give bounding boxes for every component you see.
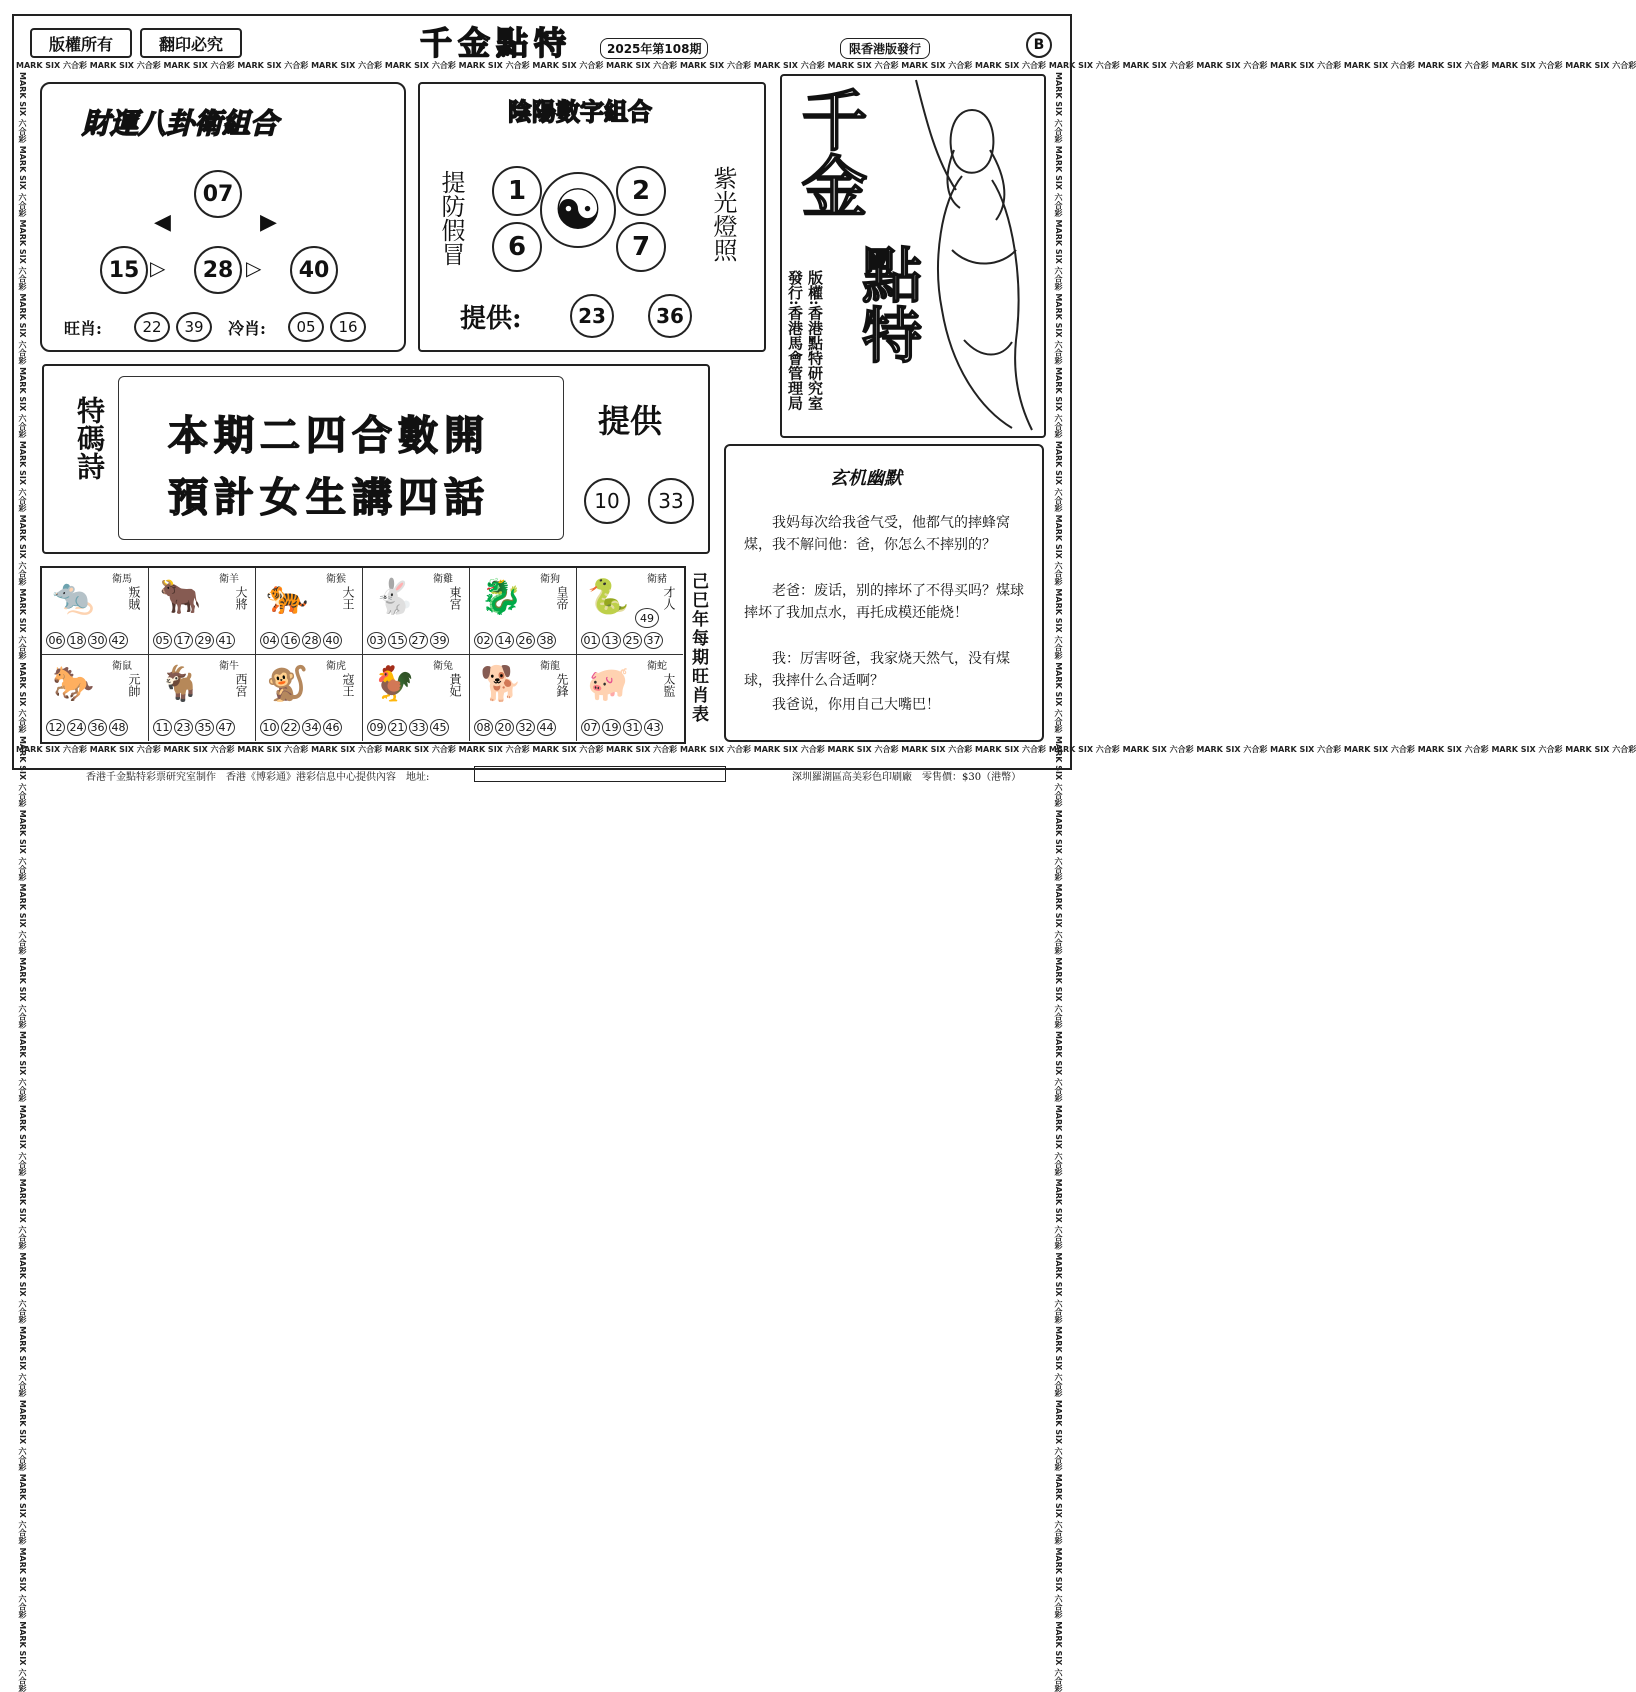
zodiac-animal-icon: 🐐 (159, 664, 202, 704)
zodiac-number-row (581, 632, 663, 649)
zodiac-number: 21 (388, 719, 407, 736)
zodiac-animal-icon: 🐇 (373, 577, 416, 617)
hot-label: 旺肖: (64, 319, 102, 338)
zodiac-number: 03 (367, 632, 386, 649)
yinyang-number: 6 (492, 222, 542, 272)
zodiac-number: 05 (153, 632, 172, 649)
zodiac-number: 09 (367, 719, 386, 736)
zodiac-guard-tag: 衛蛇 (647, 661, 667, 672)
zodiac-animal-icon: 🐂 (159, 577, 202, 617)
zodiac-guard-tag: 衛牛 (219, 661, 239, 672)
combo-number: 40 (290, 246, 338, 294)
zodiac-guard-tag: 衛狗 (540, 574, 560, 585)
zodiac-number: 17 (174, 632, 193, 649)
credit-issuer: 發行:香港馬會管理局 (786, 270, 804, 411)
border-strip-top: MARK SIX 六合彩 MARK SIX 六合彩 MARK SIX 六合彩 MARK SIX 六合彩 MARK SIX 六合彩 MARK SIX 六合彩 MARK SIX 六合彩 MARK SIX 六合彩 MARK SIX 六合彩 MARK SIX 六合彩 MARK SIX 六合彩 MARK SIX 六合彩 MARK SIX 六合彩 MARK SIX 六合彩 MARK SIX 六合彩 MARK SIX 六合彩 MARK SIX 六合彩 MARK SIX 六合彩 MARK SIX 六合彩 MARK SIX 六合彩 MARK SIX 六合彩 MARK SIX 六合彩 (16, 61, 1636, 70)
edition-badge: B (1026, 32, 1052, 58)
zodiac-animal-icon: 🐅 (266, 577, 309, 617)
combo-panel (40, 82, 406, 352)
zodiac-guard-tag: 衛豬 (647, 574, 667, 585)
zodiac-guard-tag: 衛羊 (219, 574, 239, 585)
copyright-badge: 版權所有 (30, 28, 132, 58)
combo-number: 15 (100, 246, 148, 294)
zodiac-name: 大王 (341, 586, 355, 610)
zodiac-number: 40 (323, 632, 342, 649)
joke-panel (724, 444, 1044, 742)
credit-copyright: 版權:香港點特研究室 (806, 270, 824, 411)
zodiac-cell (256, 655, 363, 741)
uv-light-text: 紫光燈照 (709, 166, 737, 262)
zodiac-cell (256, 568, 363, 655)
zodiac-number: 48 (109, 719, 128, 736)
zodiac-number: 19 (602, 719, 621, 736)
zodiac-number: 37 (644, 632, 663, 649)
zodiac-number-row (367, 719, 449, 736)
zodiac-number: 06 (46, 632, 65, 649)
zodiac-number-row (367, 632, 449, 649)
zodiac-number-row (46, 719, 128, 736)
arrow-icon: ▶ (260, 210, 277, 235)
zodiac-number: 24 (67, 719, 86, 736)
yinyang-icon: ☯ (540, 172, 616, 248)
no-reprint-badge: 翻印必究 (140, 28, 242, 58)
zodiac-number-row (46, 632, 128, 649)
zodiac-number: 35 (195, 719, 214, 736)
zodiac-cell (363, 655, 470, 741)
zodiac-animal-icon: 🐀 (52, 577, 95, 617)
yinyang-number: 7 (616, 222, 666, 272)
poem-line-1: 本期二四合數開 (168, 412, 490, 459)
poem-provide-title: 提供 (598, 402, 663, 440)
provide-label: 提供: (460, 304, 522, 334)
zodiac-number: 34 (302, 719, 321, 736)
yinyang-number: 2 (616, 166, 666, 216)
zodiac-name: 大將 (234, 586, 248, 610)
zodiac-number: 47 (216, 719, 235, 736)
zodiac-number: 29 (195, 632, 214, 649)
zodiac-number: 42 (109, 632, 128, 649)
zodiac-side-label: 己巳年每期旺肖表 (688, 572, 708, 724)
issue-number: 2025年第108期 (600, 38, 708, 59)
zodiac-cell (470, 568, 577, 655)
border-strip-bottom: MARK SIX 六合彩 MARK SIX 六合彩 MARK SIX 六合彩 MARK SIX 六合彩 MARK SIX 六合彩 MARK SIX 六合彩 MARK SIX 六合彩 MARK SIX 六合彩 MARK SIX 六合彩 MARK SIX 六合彩 MARK SIX 六合彩 MARK SIX 六合彩 MARK SIX 六合彩 MARK SIX 六合彩 MARK SIX 六合彩 MARK SIX 六合彩 MARK SIX 六合彩 MARK SIX 六合彩 MARK SIX 六合彩 MARK SIX 六合彩 MARK SIX 六合彩 MARK SIX 六合彩 (16, 745, 1636, 754)
yinyang-panel (418, 82, 766, 352)
zodiac-name: 太監 (662, 673, 676, 697)
zodiac-name: 叛賊 (127, 586, 141, 610)
zodiac-animal-icon: 🐕 (480, 664, 523, 704)
border-strip-left: MARK SIX 六合彩 MARK SIX 六合彩 MARK SIX 六合彩 MARK SIX 六合彩 MARK SIX 六合彩 MARK SIX 六合彩 MARK SIX 六合彩 MARK SIX 六合彩 MARK SIX 六合彩 MARK SIX 六合彩 MARK SIX 六合彩 MARK SIX 六合彩 MARK SIX 六合彩 MARK SIX 六合彩 MARK SIX 六合彩 MARK SIX 六合彩 MARK SIX 六合彩 MARK SIX 六合彩 MARK SIX 六合彩 MARK SIX 六合彩 MARK SIX 六合彩 MARK SIX 六合彩 (18, 72, 27, 1692)
logo-big-top: 千金 (790, 86, 868, 218)
zodiac-number: 28 (302, 632, 321, 649)
cold-number: 16 (330, 312, 366, 342)
zodiac-number-row (260, 719, 342, 736)
zodiac-number: 30 (88, 632, 107, 649)
zodiac-guard-tag: 衛虎 (326, 661, 346, 672)
poem-panel (42, 364, 710, 554)
zodiac-number: 45 (430, 719, 449, 736)
zodiac-number: 18 (67, 632, 86, 649)
joke-paragraph: 我爸说，你用自己大嘴巴！ (772, 697, 940, 713)
zodiac-number: 14 (495, 632, 514, 649)
zodiac-guard-tag: 衛雞 (433, 574, 453, 585)
joke-paragraph: 我妈每次给我爸气受，他都气的摔蜂窝煤，我不解问他：爸，你怎么不摔别的？ (744, 515, 1010, 553)
combo-top-number: 07 (194, 170, 242, 218)
zodiac-name: 東宮 (448, 586, 462, 610)
model-illustration (912, 80, 1042, 432)
zodiac-number: 23 (174, 719, 193, 736)
zodiac-number-row (581, 719, 663, 736)
zodiac-animal-icon: 🐓 (373, 664, 416, 704)
poem-label: 特碼詩 (73, 396, 106, 480)
provide-number: 23 (570, 294, 614, 338)
arrow-icon: ◀ (154, 210, 171, 235)
zodiac-animal-icon: 🐍 (587, 577, 630, 617)
zodiac-guard-tag: 衛兔 (433, 661, 453, 672)
combo-title: 財運八卦衛組合 (82, 107, 279, 140)
zodiac-number-row (260, 632, 342, 649)
zodiac-name: 先鋒 (555, 673, 569, 697)
zodiac-cell (577, 568, 683, 655)
zodiac-number: 31 (623, 719, 642, 736)
zodiac-number: 25 (623, 632, 642, 649)
arrow-right-icon: ▷ (246, 256, 262, 280)
zodiac-animal-icon: 🐎 (52, 664, 95, 704)
arrow-right-icon: ▷ (150, 256, 166, 280)
zodiac-number: 41 (216, 632, 235, 649)
zodiac-number: 07 (581, 719, 600, 736)
zodiac-number-row (153, 719, 235, 736)
address-field (474, 766, 726, 782)
zodiac-number: 10 (260, 719, 279, 736)
zodiac-number: 16 (281, 632, 300, 649)
poem-line-2: 預計女生講四話 (168, 474, 490, 521)
zodiac-number: 44 (537, 719, 556, 736)
zodiac-cell (149, 655, 256, 741)
zodiac-number: 43 (644, 719, 663, 736)
zodiac-number: 12 (46, 719, 65, 736)
zodiac-number-row (153, 632, 235, 649)
cold-label: 冷肖: (228, 319, 266, 338)
zodiac-number: 04 (260, 632, 279, 649)
zodiac-number: 11 (153, 719, 172, 736)
joke-title: 玄机幽默 (830, 468, 902, 489)
zodiac-cell (149, 568, 256, 655)
joke-paragraph: 老爸：废话，别的摔坏了不得买吗？煤球摔坏了我加点水，再托成模还能烧！ (744, 583, 1024, 621)
hot-number: 22 (134, 312, 170, 342)
border-strip-right: MARK SIX 六合彩 MARK SIX 六合彩 MARK SIX 六合彩 MARK SIX 六合彩 MARK SIX 六合彩 MARK SIX 六合彩 MARK SIX 六合彩 MARK SIX 六合彩 MARK SIX 六合彩 MARK SIX 六合彩 MARK SIX 六合彩 MARK SIX 六合彩 MARK SIX 六合彩 MARK SIX 六合彩 MARK SIX 六合彩 MARK SIX 六合彩 MARK SIX 六合彩 MARK SIX 六合彩 MARK SIX 六合彩 MARK SIX 六合彩 MARK SIX 六合彩 MARK SIX 六合彩 (1054, 72, 1063, 1692)
zodiac-number-row (474, 719, 556, 736)
zodiac-extra-number: 49 (635, 608, 659, 628)
header-title: 千金點特 (420, 24, 573, 62)
zodiac-cell (363, 568, 470, 655)
zodiac-guard-tag: 衛馬 (112, 574, 132, 585)
yinyang-title: 陰陽數字組合 (508, 97, 652, 126)
zodiac-number: 33 (409, 719, 428, 736)
zodiac-number: 15 (388, 632, 407, 649)
logo-big-bottom: 點特 (852, 244, 922, 364)
zodiac-number: 02 (474, 632, 493, 649)
zodiac-number-row (474, 632, 556, 649)
poem-provide-number: 33 (648, 478, 694, 524)
zodiac-guard-tag: 衛猴 (326, 574, 346, 585)
zodiac-cell (42, 655, 149, 741)
zodiac-name: 才人 (662, 586, 676, 610)
zodiac-guard-tag: 衛鼠 (112, 661, 132, 672)
zodiac-cell (470, 655, 577, 741)
zodiac-name: 寇王 (341, 673, 355, 697)
zodiac-number: 13 (602, 632, 621, 649)
zodiac-animal-icon: 🐒 (266, 664, 309, 704)
zodiac-cell (42, 568, 149, 655)
zodiac-number: 01 (581, 632, 600, 649)
zodiac-number: 22 (281, 719, 300, 736)
zodiac-guard-tag: 衛龍 (540, 661, 560, 672)
zodiac-cell (577, 655, 683, 741)
zodiac-table (40, 566, 686, 744)
cold-number: 05 (288, 312, 324, 342)
footer-left: 香港千金點特彩票研究室制作 香港《博彩通》港彩信息中心提供內容 地址: (86, 772, 430, 783)
zodiac-animal-icon: 🐖 (587, 664, 630, 704)
zodiac-number: 08 (474, 719, 493, 736)
zodiac-name: 皇帝 (555, 586, 569, 610)
restriction-label: 限香港版發行 (840, 38, 930, 59)
zodiac-number: 38 (537, 632, 556, 649)
yinyang-number: 1 (492, 166, 542, 216)
poem-provide-number: 10 (584, 478, 630, 524)
combo-number: 28 (194, 246, 242, 294)
zodiac-name: 西宮 (234, 673, 248, 697)
zodiac-name: 貴妃 (448, 673, 462, 697)
zodiac-number: 46 (323, 719, 342, 736)
provide-number: 36 (648, 294, 692, 338)
zodiac-name: 元帥 (127, 673, 141, 697)
zodiac-number: 26 (516, 632, 535, 649)
warning-text: 提防假冒 (437, 170, 465, 266)
zodiac-number: 32 (516, 719, 535, 736)
zodiac-number: 27 (409, 632, 428, 649)
zodiac-number: 39 (430, 632, 449, 649)
zodiac-animal-icon: 🐉 (480, 577, 523, 617)
joke-paragraph: 我：厉害呀爸，我家烧天然气，没有煤球，我摔什么合适啊？ (744, 651, 1010, 689)
footer-right: 深圳羅湖區高美彩色印刷廠 零售價：$30（港幣） (792, 772, 1022, 783)
zodiac-number: 36 (88, 719, 107, 736)
hot-number: 39 (176, 312, 212, 342)
logo-panel (780, 74, 1046, 438)
zodiac-number: 20 (495, 719, 514, 736)
